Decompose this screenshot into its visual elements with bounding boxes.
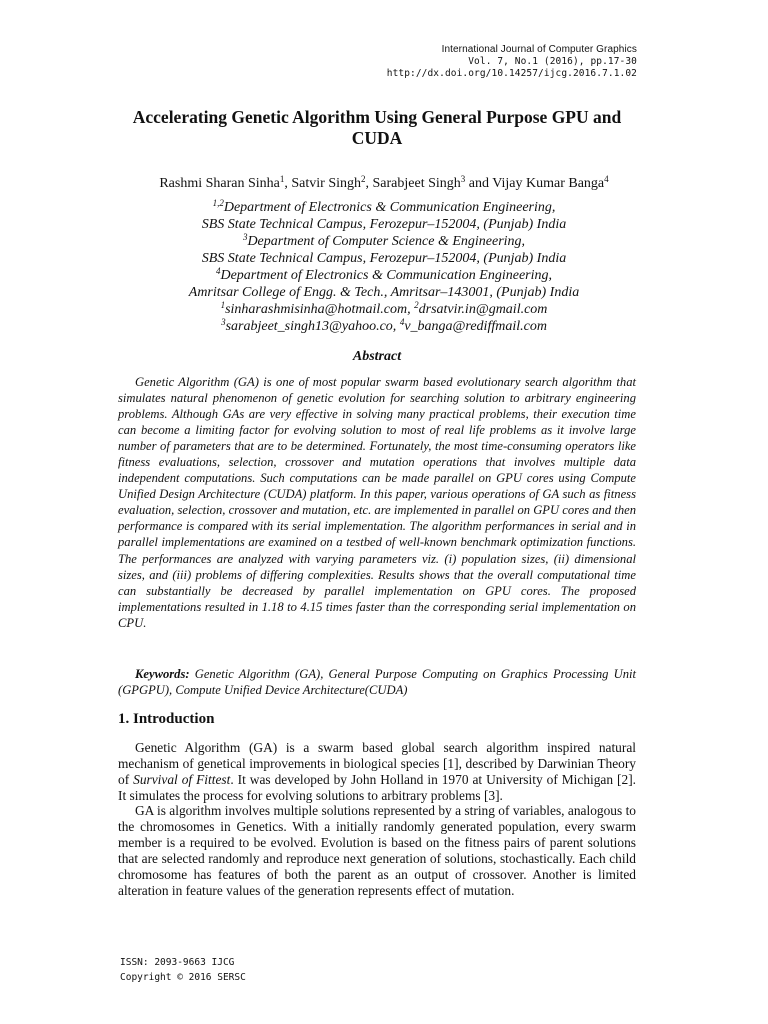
- author-name: and Vijay Kumar Banga: [465, 176, 605, 191]
- author-superscript: 1: [279, 174, 285, 184]
- journal-name: International Journal of Computer Graphics: [441, 44, 637, 55]
- journal-doi-link[interactable]: http://dx.doi.org/10.14257/ijcg.2016.7.1.02: [386, 68, 637, 79]
- copyright-text: Copyright © 2016 SERSC: [120, 972, 246, 983]
- affiliation-superscript: 4: [215, 266, 221, 276]
- affiliation-line: [100, 267, 668, 284]
- affiliation-text: Amritsar College of Engg. & Tech., Amritsar–143001, (Punjab) India: [188, 285, 580, 300]
- affiliations: [100, 199, 668, 335]
- affiliation-line: [100, 216, 668, 233]
- email-superscript: 2: [414, 300, 419, 310]
- email-address: v_banga@rediffmail.com: [404, 319, 547, 334]
- email-line: [100, 318, 668, 335]
- email-line: [100, 301, 668, 318]
- abstract-text: Genetic Algorithm (GA) is one of most popular swarm based evolutionary search algorithm that simulates natural phenomenon of genetic evolution for searching solution to arbitrary engineering problems. Although GAs are very effective in solving many practical problems, their execution time can become a limiting factor for evolving solution to most of real life problems as it involve large number of parameters that are to be determined. Fortunately, the most time-consuming operators like fitness evaluations, selection, crossover and mutation operations that involves multiple data independent computations. Such computations can be made parallel on GPU cores using Compute Unified Design Architecture (CUDA) platform. In this paper, various operations of GA such as fitness evaluation, selection, crossover and mutation, etc. are implemented in parallel on GPU cores and then performance is compared with its serial implementation. The algorithm performances in serial and in parallel implementations are examined on a testbed of well-known benchmark optimization functions. The performances are analyzed with varying parameters viz. (i) population sizes, (ii) dimensional sizes, and (iii) problems of differing complexities. Results shows that the overall computational time can substantially be decreased by parallel implementation on GPU cores. The proposed implementations resulted in 1.18 to 4.15 times faster than the corresponding serial implementation on CPU.: [118, 375, 636, 630]
- emphasis-text: Survival of Fittest: [133, 771, 231, 787]
- keywords-label: Keywords:: [135, 667, 190, 681]
- keywords-text: Genetic Algorithm (GA), General Purpose Computing on Graphics Processing Unit (GPGPU), Compute Unified Device Architecture(CUDA): [118, 667, 636, 697]
- affiliation-text: SBS State Technical Campus, Ferozepur–152004, (Punjab) India: [201, 217, 567, 232]
- affiliation-text: Department of Computer Science & Engineering,: [247, 234, 526, 249]
- body-paragraph: [118, 740, 636, 803]
- email-address: drsatvir.in@gmail.com: [418, 302, 548, 317]
- page-footer: [120, 955, 246, 985]
- body-paragraph: GA is algorithm involves multiple solutions represented by a string of variables, analogous to the chromosomes in Genetics. With a initially randomly generated population, every swarm member is a required to be evolved. Evolution is based on the fitness pairs of parent solutions that are selected randomly and reproduce next generation of solutions, stochastically. Each child chromosome has features of both the parent as an output of crossover. Another is limited alteration in feature values of the generation represents effect of mutation.: [118, 803, 636, 898]
- paper-title: Accelerating Genetic Algorithm Using General Purpose GPU and CUDA: [132, 107, 622, 148]
- section-heading-introduction: 1. Introduction: [118, 711, 215, 727]
- email-superscript: 4: [399, 317, 405, 327]
- affiliation-text: SBS State Technical Campus, Ferozepur–152004, (Punjab) India: [201, 251, 567, 266]
- affiliation-line: [100, 199, 668, 216]
- affiliation-superscript: 3: [242, 232, 248, 242]
- author-list: [100, 175, 668, 192]
- email-superscript: 1: [220, 300, 226, 310]
- journal-volume: Vol. 7, No.1 (2016), pp.17-30: [468, 56, 637, 67]
- email-superscript: 3: [221, 317, 226, 327]
- keywords-paragraph: [118, 666, 636, 698]
- affiliation-line: [100, 250, 668, 267]
- paragraph-text: Genetic Algorithm (GA) is a swarm based global search algorithm inspired natural mechanism of genetical improvements in biological species [1], described by Darwinian Theory of: [118, 740, 636, 787]
- affiliation-line: [100, 284, 668, 301]
- email-address: sinharashmisinha@hotmail.com,: [225, 302, 415, 317]
- affiliation-superscript: 1,2: [212, 198, 224, 208]
- paragraph-text: . It was developed by John Holland in 1970 at University of Michigan [2]. It simulates the process for evolving solutions to arbitrary problems [3].: [118, 771, 636, 803]
- author-superscript: 4: [604, 174, 609, 184]
- author-name: Rashmi Sharan Sinha: [159, 176, 280, 191]
- abstract-heading: Abstract: [352, 349, 402, 364]
- affiliation-text: Department of Electronics & Communication Engineering,: [223, 200, 556, 215]
- author-superscript: 3: [460, 174, 466, 184]
- affiliation-text: Department of Electronics & Communication Engineering,: [220, 268, 553, 283]
- affiliation-line: [100, 233, 668, 250]
- author-name: , Satvir Singh: [284, 176, 362, 191]
- email-address: sarabjeet_singh13@yahoo.co,: [225, 319, 400, 334]
- issn-text: ISSN: 2093-9663 IJCG: [120, 957, 235, 968]
- introduction-body: [118, 740, 636, 898]
- author-name: , Sarabjeet Singh: [365, 176, 461, 191]
- author-superscript: 2: [361, 174, 366, 184]
- journal-header: [387, 44, 637, 80]
